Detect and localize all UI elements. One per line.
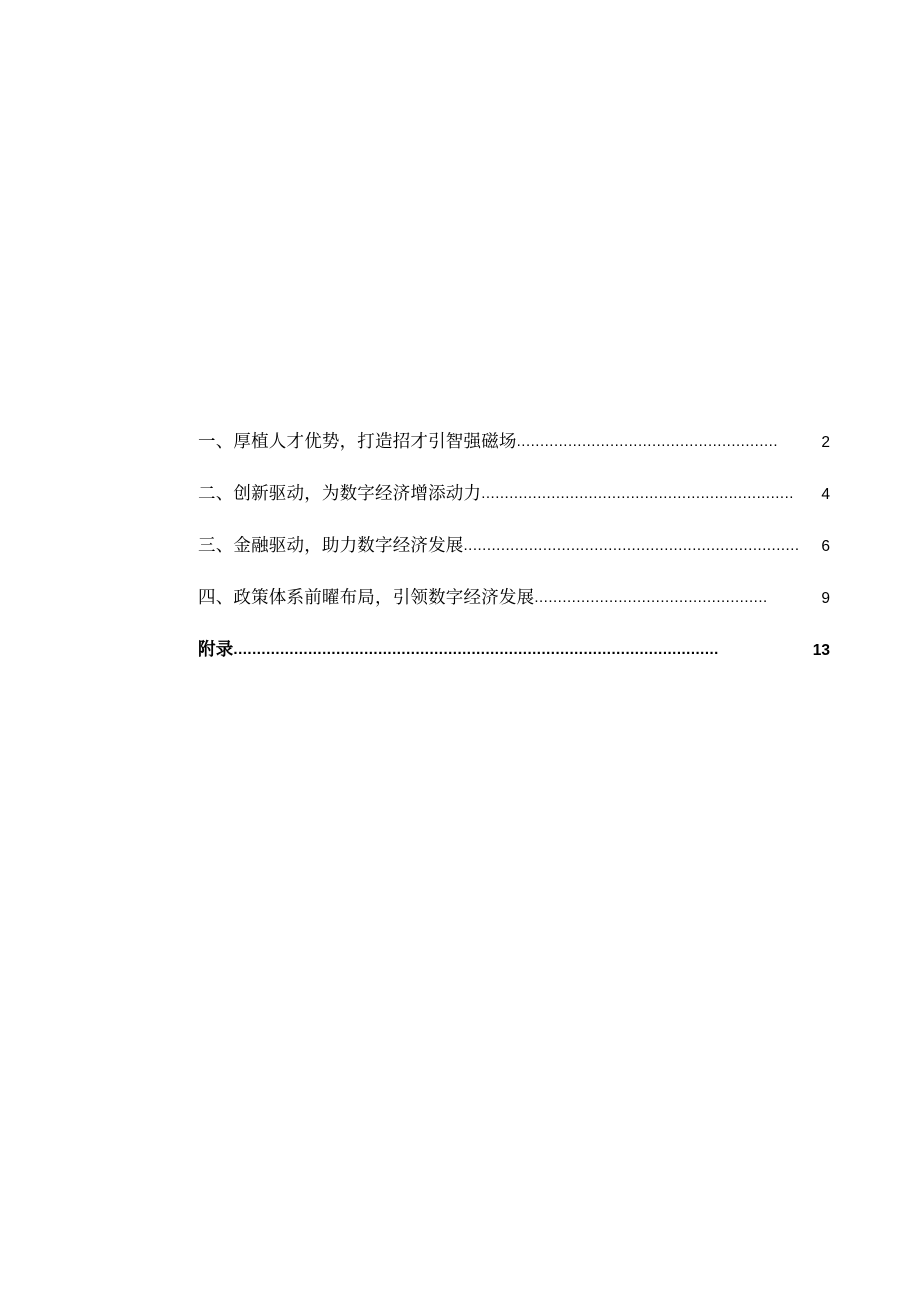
toc-entry-label: 一、厚植人才优势，打造招才引智强磁场: [198, 430, 517, 451]
toc-page-number: 4: [821, 485, 830, 503]
toc-page-number: 13: [812, 641, 830, 659]
toc-entry-label: 四、政策体系前曜布局，引领数字经济发展: [198, 586, 535, 607]
toc-entry-1[interactable]: [198, 398, 830, 450]
toc-leader-dots: ...................................................................: [481, 486, 794, 501]
table-of-contents: [198, 398, 830, 658]
toc-entry-4[interactable]: [198, 554, 830, 606]
toc-leader-dots: ........................................................: [516, 434, 778, 449]
toc-entry-2[interactable]: [198, 450, 830, 502]
toc-leader-dots: ........................................................................................................: [233, 642, 719, 657]
toc-entry-5[interactable]: [198, 606, 830, 658]
toc-leader-dots: ........................................................................: [463, 538, 800, 553]
toc-entry-label: 附录: [198, 638, 234, 659]
toc-page-number: 6: [821, 537, 830, 555]
toc-entry-label: 三、金融驱动，助力数字经济发展: [198, 534, 464, 555]
toc-page-number: 9: [821, 589, 830, 607]
toc-entry-label: 二、创新驱动，为数字经济增添动力: [198, 482, 482, 503]
toc-page-number: 2: [821, 433, 830, 451]
toc-leader-dots: ..................................................: [534, 590, 768, 605]
toc-entry-3[interactable]: [198, 502, 830, 554]
